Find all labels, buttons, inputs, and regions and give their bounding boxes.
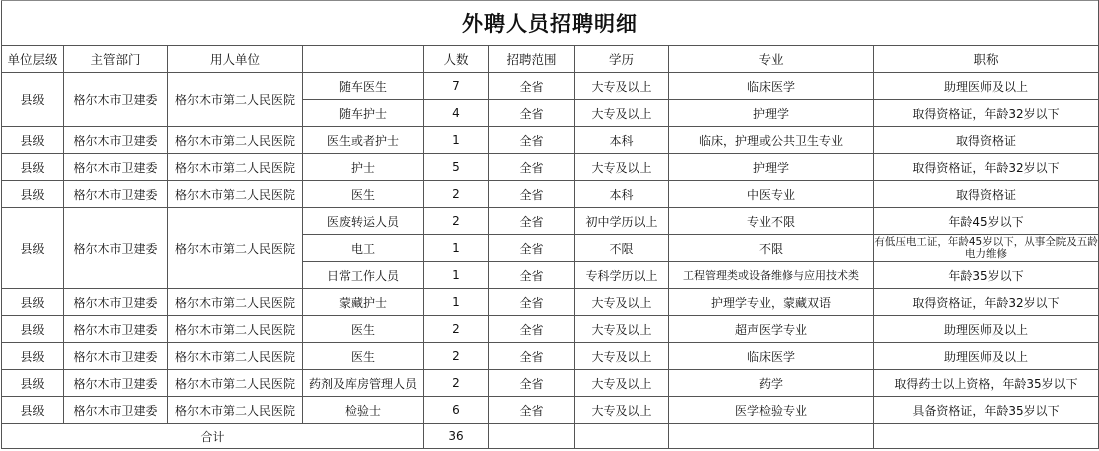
- count-cell: 1: [424, 262, 489, 289]
- header-cell: 主管部门: [64, 46, 168, 73]
- table-row: [2, 343, 1099, 370]
- empty-cell: [489, 424, 575, 449]
- dept-cell: 格尔木市卫建委: [64, 397, 168, 424]
- edu-cell: 本科: [575, 127, 669, 154]
- level-cell: 县级: [2, 181, 64, 208]
- scope-cell: 全省: [489, 397, 575, 424]
- post-cell: 医生: [303, 181, 424, 208]
- title-cell: 取得药士以上资格，年龄35岁以下: [874, 370, 1099, 397]
- level-cell: 县级: [2, 73, 64, 127]
- count-cell: 2: [424, 181, 489, 208]
- edu-cell: 大专及以上: [575, 100, 669, 127]
- major-cell: 护理学: [669, 154, 874, 181]
- unit-cell: 格尔木市第二人民医院: [168, 73, 303, 127]
- level-cell: 县级: [2, 397, 64, 424]
- header-cell: 人数: [424, 46, 489, 73]
- post-cell: 随车医生: [303, 73, 424, 100]
- dept-cell: 格尔木市卫建委: [64, 370, 168, 397]
- dept-cell: 格尔木市卫建委: [64, 343, 168, 370]
- table-row: [2, 397, 1099, 424]
- unit-cell: 格尔木市第二人民医院: [168, 127, 303, 154]
- count-cell: 1: [424, 235, 489, 262]
- table-row: [2, 289, 1099, 316]
- header-cell: 职称: [874, 46, 1099, 73]
- level-cell: 县级: [2, 316, 64, 343]
- level-cell: 县级: [2, 127, 64, 154]
- scope-cell: 全省: [489, 127, 575, 154]
- table-row: [2, 73, 1099, 100]
- post-cell: 医生或者护士: [303, 127, 424, 154]
- post-cell: 检验士: [303, 397, 424, 424]
- count-cell: 1: [424, 127, 489, 154]
- title-cell: 取得资格证: [874, 127, 1099, 154]
- dept-cell: 格尔木市卫建委: [64, 73, 168, 127]
- table-row: [2, 208, 1099, 235]
- table-row: [2, 181, 1099, 208]
- header-cell: 招聘范围: [489, 46, 575, 73]
- major-cell: 药学: [669, 370, 874, 397]
- scope-cell: 全省: [489, 289, 575, 316]
- total-label: 合计: [2, 424, 424, 449]
- table-row: [2, 370, 1099, 397]
- level-cell: 县级: [2, 289, 64, 316]
- level-cell: 县级: [2, 370, 64, 397]
- major-cell: 医学检验专业: [669, 397, 874, 424]
- title-cell: 年龄35岁以下: [874, 262, 1099, 289]
- edu-cell: 大专及以上: [575, 370, 669, 397]
- edu-cell: 大专及以上: [575, 73, 669, 100]
- header-cell: 单位层级: [2, 46, 64, 73]
- scope-cell: 全省: [489, 73, 575, 100]
- level-cell: 县级: [2, 208, 64, 289]
- scope-cell: 全省: [489, 181, 575, 208]
- header-cell: [303, 46, 424, 73]
- empty-cell: [575, 424, 669, 449]
- scope-cell: 全省: [489, 208, 575, 235]
- post-cell: 护士: [303, 154, 424, 181]
- edu-cell: 大专及以上: [575, 316, 669, 343]
- dept-cell: 格尔木市卫建委: [64, 154, 168, 181]
- post-cell: 电工: [303, 235, 424, 262]
- post-cell: 医废转运人员: [303, 208, 424, 235]
- scope-cell: 全省: [489, 235, 575, 262]
- edu-cell: 专科学历以上: [575, 262, 669, 289]
- title-cell: 取得资格证，年龄32岁以下: [874, 154, 1099, 181]
- unit-cell: 格尔木市第二人民医院: [168, 343, 303, 370]
- scope-cell: 全省: [489, 343, 575, 370]
- post-cell: 日常工作人员: [303, 262, 424, 289]
- major-cell: 临床医学: [669, 343, 874, 370]
- dept-cell: 格尔木市卫建委: [64, 127, 168, 154]
- dept-cell: 格尔木市卫建委: [64, 289, 168, 316]
- table-row: [2, 127, 1099, 154]
- post-cell: 随车护士: [303, 100, 424, 127]
- post-cell: 药剂及库房管理人员: [303, 370, 424, 397]
- count-cell: 4: [424, 100, 489, 127]
- title-cell: 取得资格证: [874, 181, 1099, 208]
- edu-cell: 本科: [575, 181, 669, 208]
- empty-cell: [669, 424, 874, 449]
- edu-cell: 大专及以上: [575, 343, 669, 370]
- major-cell: 临床，护理或公共卫生专业: [669, 127, 874, 154]
- header-cell: 用人单位: [168, 46, 303, 73]
- edu-cell: 大专及以上: [575, 397, 669, 424]
- edu-cell: 大专及以上: [575, 154, 669, 181]
- total-row: [2, 424, 1099, 449]
- post-cell: 医生: [303, 316, 424, 343]
- count-cell: 6: [424, 397, 489, 424]
- scope-cell: 全省: [489, 262, 575, 289]
- title-cell: 助理医师及以上: [874, 73, 1099, 100]
- unit-cell: 格尔木市第二人民医院: [168, 370, 303, 397]
- dept-cell: 格尔木市卫建委: [64, 208, 168, 289]
- title-cell: 助理医师及以上: [874, 343, 1099, 370]
- scope-cell: 全省: [489, 316, 575, 343]
- major-cell: 超声医学专业: [669, 316, 874, 343]
- post-cell: 蒙藏护士: [303, 289, 424, 316]
- title-cell: 助理医师及以上: [874, 316, 1099, 343]
- edu-cell: 大专及以上: [575, 289, 669, 316]
- unit-cell: 格尔木市第二人民医院: [168, 316, 303, 343]
- title-cell: 年龄45岁以下: [874, 208, 1099, 235]
- scope-cell: 全省: [489, 154, 575, 181]
- title-cell: 具备资格证，年龄35岁以下: [874, 397, 1099, 424]
- count-cell: 5: [424, 154, 489, 181]
- major-cell: 护理学: [669, 100, 874, 127]
- table-row: [2, 154, 1099, 181]
- dept-cell: 格尔木市卫建委: [64, 181, 168, 208]
- header-cell: 专业: [669, 46, 874, 73]
- major-cell: 中医专业: [669, 181, 874, 208]
- title-cell: 取得资格证，年龄32岁以下: [874, 289, 1099, 316]
- unit-cell: 格尔木市第二人民医院: [168, 154, 303, 181]
- edu-cell: 不限: [575, 235, 669, 262]
- unit-cell: 格尔木市第二人民医院: [168, 181, 303, 208]
- scope-cell: 全省: [489, 100, 575, 127]
- post-cell: 医生: [303, 343, 424, 370]
- table-row: [2, 316, 1099, 343]
- count-cell: 7: [424, 73, 489, 100]
- count-cell: 2: [424, 370, 489, 397]
- major-cell: 工程管理类或设备维修与应用技术类: [669, 262, 874, 289]
- scope-cell: 全省: [489, 370, 575, 397]
- title-cell: 取得资格证，年龄32岁以下: [874, 100, 1099, 127]
- major-cell: 临床医学: [669, 73, 874, 100]
- count-cell: 2: [424, 316, 489, 343]
- edu-cell: 初中学历以上: [575, 208, 669, 235]
- count-cell: 1: [424, 289, 489, 316]
- title-cell: 有低压电工证，年龄45岁以下，从事全院及五龄电力维修: [874, 236, 1098, 260]
- count-cell: 2: [424, 208, 489, 235]
- major-cell: 护理学专业，蒙藏双语: [669, 289, 874, 316]
- unit-cell: 格尔木市第二人民医院: [168, 208, 303, 289]
- level-cell: 县级: [2, 154, 64, 181]
- empty-cell: [874, 424, 1099, 449]
- level-cell: 县级: [2, 343, 64, 370]
- unit-cell: 格尔木市第二人民医院: [168, 289, 303, 316]
- header-row: [2, 46, 1099, 73]
- header-cell: 学历: [575, 46, 669, 73]
- count-cell: 2: [424, 343, 489, 370]
- table-title: 外聘人员招聘明细: [2, 1, 1099, 46]
- unit-cell: 格尔木市第二人民医院: [168, 397, 303, 424]
- recruitment-table: [1, 0, 1099, 449]
- dept-cell: 格尔木市卫建委: [64, 316, 168, 343]
- major-cell: 专业不限: [669, 208, 874, 235]
- major-cell: 不限: [669, 235, 874, 262]
- total-count: 36: [424, 424, 489, 449]
